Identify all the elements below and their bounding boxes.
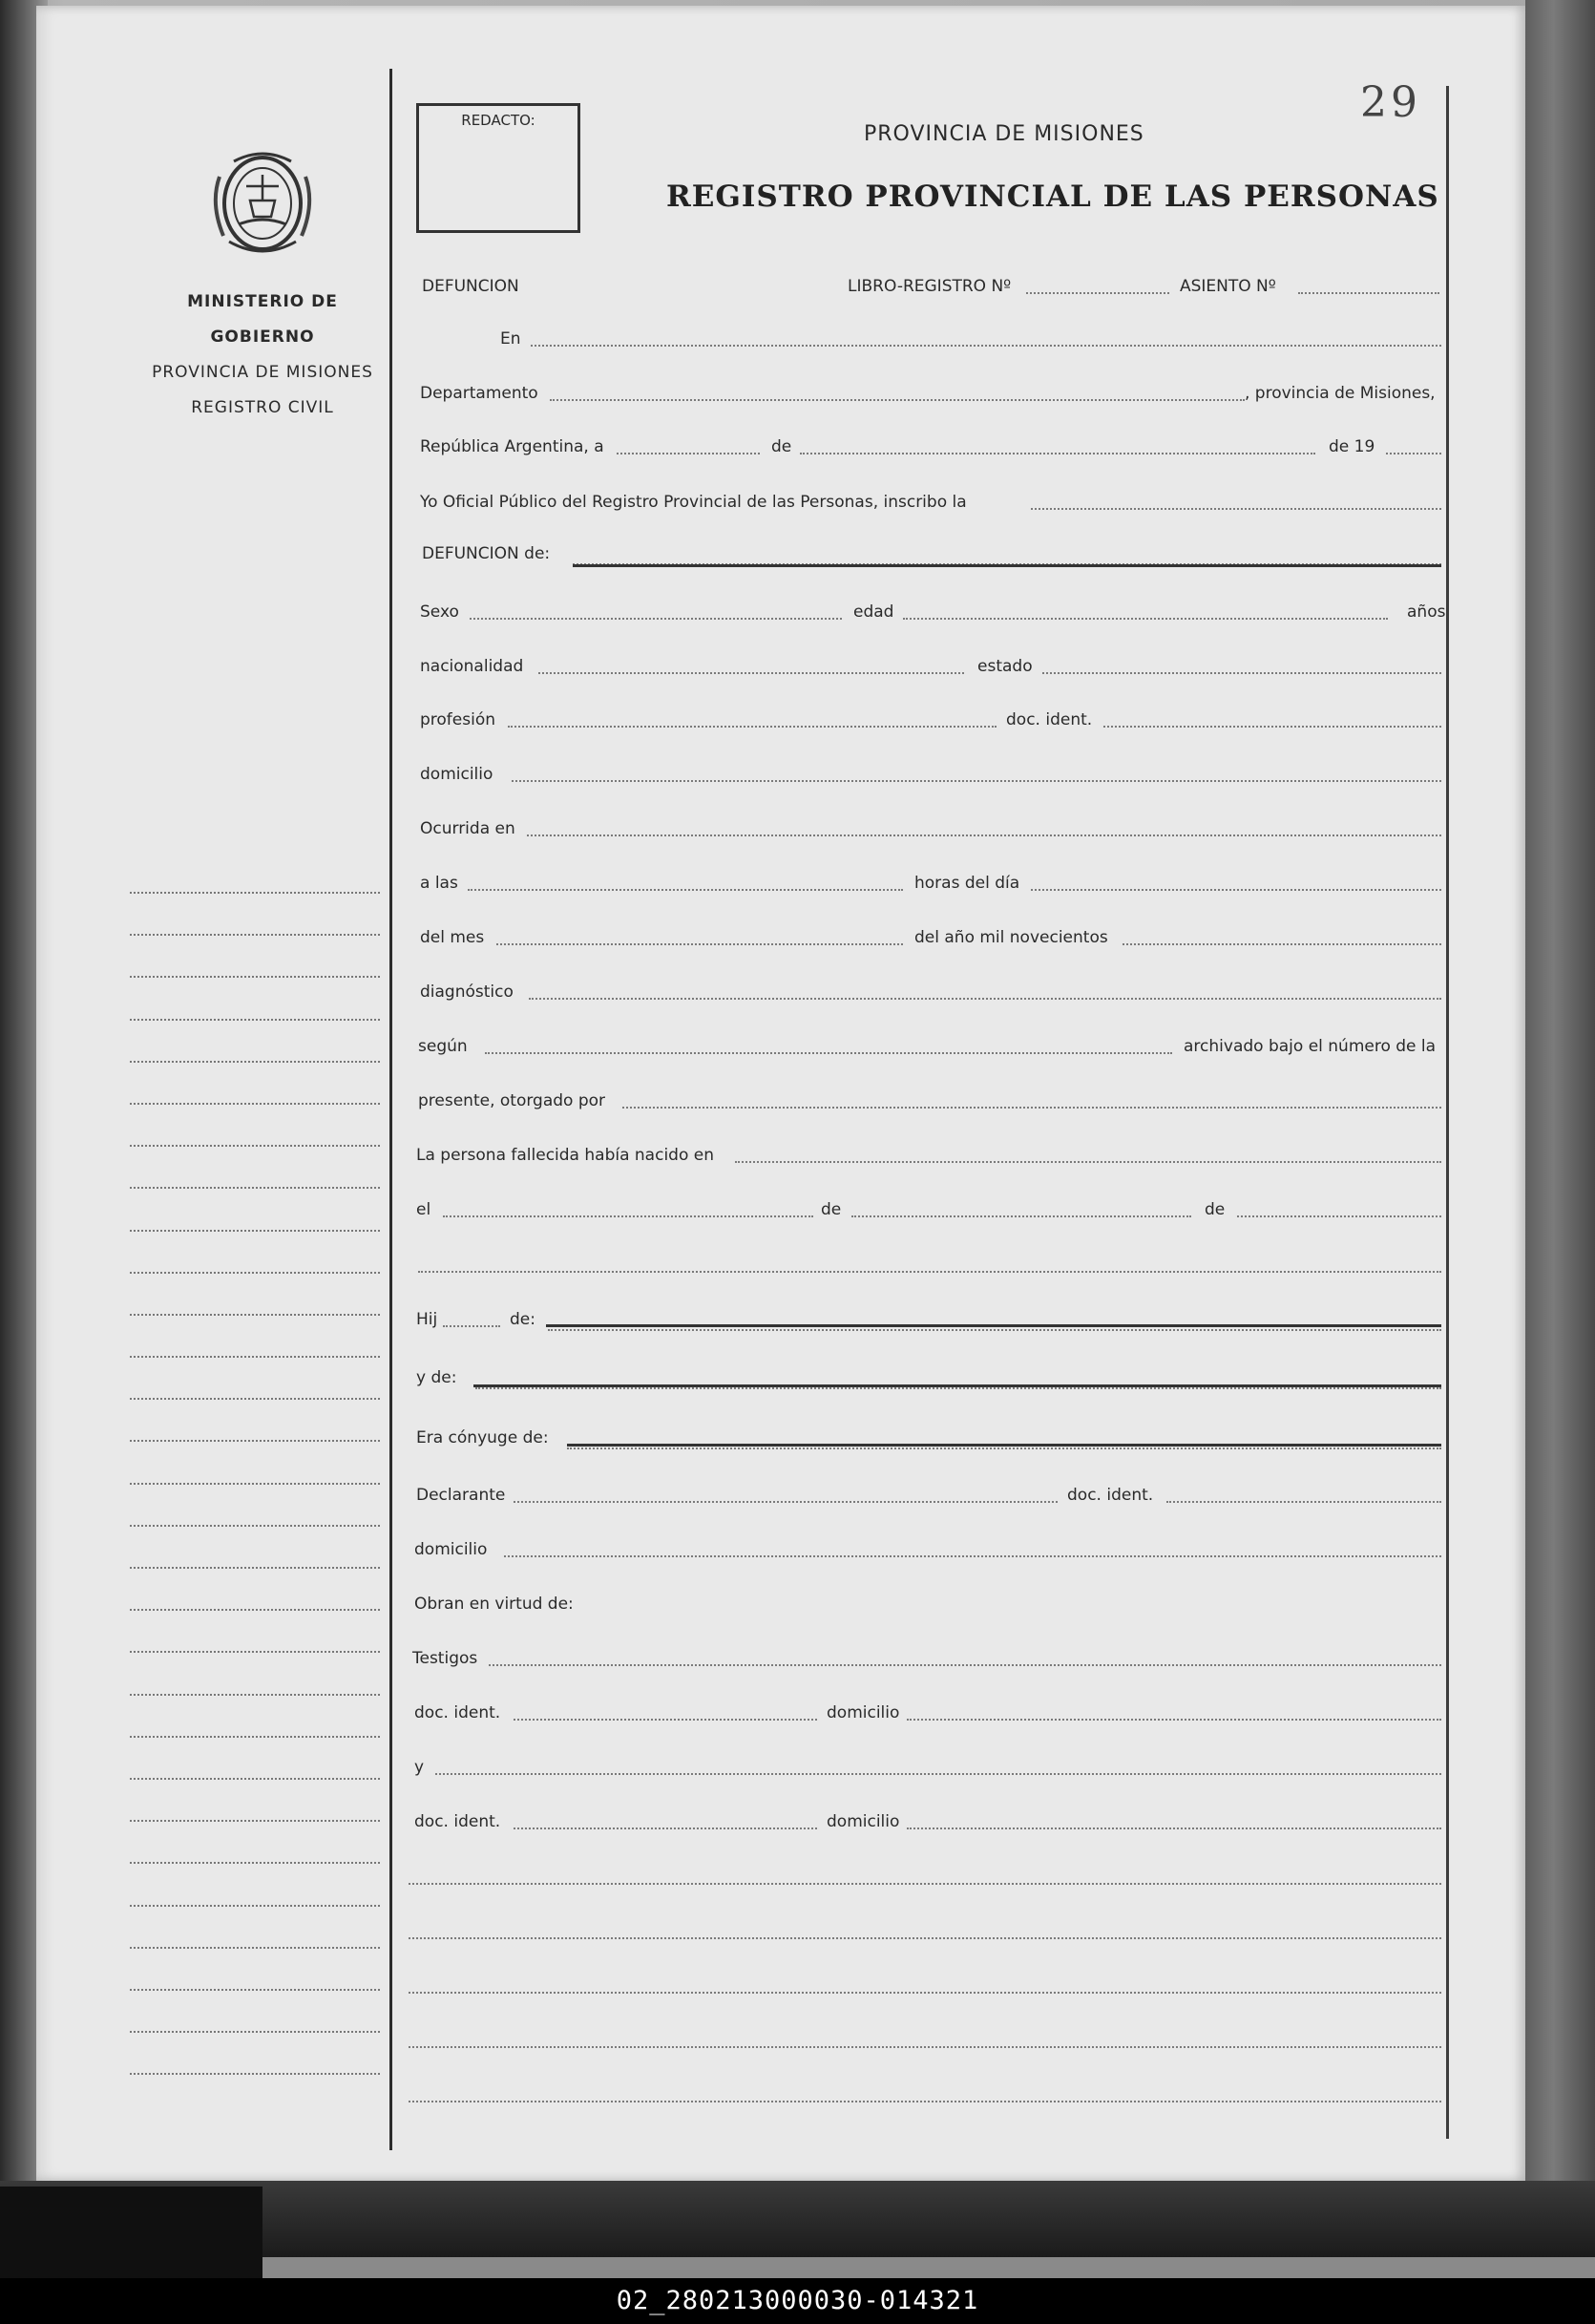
asiento-label: ASIENTO Nº <box>1180 277 1276 296</box>
form-row-blank-3 <box>0 1916 1451 1945</box>
dia-field[interactable] <box>617 453 760 454</box>
declarante-doc-label: doc. ident. <box>1067 1486 1154 1505</box>
edad-label: edad <box>853 602 894 622</box>
form-row-testigo-2-doc <box>0 1806 1451 1835</box>
republica-label: República Argentina, a <box>420 437 604 456</box>
form-row-blank-4 <box>0 1971 1451 1999</box>
testigo-2-domicilio-field[interactable] <box>907 1828 1441 1829</box>
form-row-blank-5 <box>0 2025 1451 2054</box>
provincia-misiones-label: , provincia de Misiones, <box>1245 384 1436 403</box>
testigos-label: Testigos <box>412 1649 478 1668</box>
form-row-conyuge <box>0 1423 1451 1451</box>
madre-field[interactable] <box>475 1387 1441 1389</box>
declarante-domicilio-field[interactable] <box>504 1555 1441 1557</box>
conyuge-underline <box>567 1444 1441 1447</box>
ocurrida-en-field[interactable] <box>527 835 1441 836</box>
form-row-defuncion-de <box>0 539 1451 567</box>
anos-label: años <box>1407 602 1446 622</box>
declarante-domicilio-label: domicilio <box>414 1540 488 1559</box>
margin-note-line[interactable] <box>130 1567 380 1569</box>
margin-note-line[interactable] <box>130 1230 380 1232</box>
margin-note-line[interactable] <box>130 1187 380 1189</box>
nacimiento-de-label-1: de <box>821 1200 842 1219</box>
blank-line-field[interactable] <box>409 1992 1441 1994</box>
form-row-a-las <box>0 868 1451 897</box>
padre-field[interactable] <box>548 1329 1441 1331</box>
horas-del-dia-label: horas del día <box>914 874 1020 893</box>
defuncion-de-label: DEFUNCION de: <box>422 544 551 563</box>
declarante-label: Declarante <box>416 1486 506 1505</box>
el-label: el <box>416 1200 431 1219</box>
form-row-nacionalidad <box>0 651 1451 680</box>
doc-ident-label: doc. ident. <box>1006 710 1093 729</box>
blank-line-field[interactable] <box>418 1271 1441 1273</box>
blank-line-field[interactable] <box>409 2101 1441 2102</box>
archivado-label: archivado bajo el número de la <box>1184 1037 1437 1056</box>
ministry-line-3: REGISTRO CIVIL <box>191 398 334 417</box>
del-mes-label: del mes <box>420 928 485 947</box>
blank-line-field[interactable] <box>409 1883 1441 1885</box>
form-row-hijo <box>0 1304 1451 1333</box>
segun-field[interactable] <box>485 1052 1172 1054</box>
domicilio-field[interactable] <box>512 780 1441 782</box>
libro-field[interactable] <box>1026 292 1169 294</box>
bottom-shadow <box>0 2187 262 2282</box>
form-row-y <box>0 1752 1451 1781</box>
edad-field[interactable] <box>903 618 1388 620</box>
testigo-2-doc-field[interactable] <box>514 1828 817 1829</box>
ministry-line-2: PROVINCIA DE MISIONES <box>152 363 373 382</box>
margin-note-line[interactable] <box>130 1019 380 1021</box>
form-row-header <box>0 271 1451 300</box>
defuncion-label: DEFUNCION <box>422 277 519 296</box>
testigo-1-domicilio-label: domicilio <box>827 1703 900 1722</box>
form-row-blank-2 <box>0 1862 1451 1891</box>
hij-de-label: de: <box>510 1310 535 1329</box>
form-row-segun <box>0 1031 1451 1060</box>
form-row-domicilio <box>0 759 1451 788</box>
era-conyuge-label: Era cónyuge de: <box>416 1428 549 1447</box>
testigo-1-doc-field[interactable] <box>514 1719 817 1721</box>
y-de-label: y de: <box>416 1368 457 1387</box>
form-row-profesion <box>0 705 1451 733</box>
estado-label: estado <box>977 657 1033 676</box>
a-las-field[interactable] <box>468 889 903 891</box>
obran-label: Obran en virtud de: <box>414 1595 574 1614</box>
inscribo-field[interactable] <box>1031 508 1441 510</box>
form-row-testigo-1-doc <box>0 1698 1451 1726</box>
libro-label: LIBRO-REGISTRO Nº <box>848 277 1012 296</box>
form-row-declarante-domicilio <box>0 1534 1451 1563</box>
hij-label: Hij <box>416 1310 438 1329</box>
departamento-field[interactable] <box>550 399 1245 401</box>
profesion-label: profesión <box>420 710 496 729</box>
hij-suffix-field[interactable] <box>443 1325 500 1327</box>
mes-field[interactable] <box>800 453 1315 454</box>
form-row-republica <box>0 432 1451 460</box>
margin-note-line[interactable] <box>130 1947 380 1949</box>
form-row-sexo <box>0 597 1451 625</box>
a-las-label: a las <box>420 874 458 893</box>
de19-label: de 19 <box>1329 437 1375 456</box>
form-row-departamento <box>0 378 1451 407</box>
doc-ident-field[interactable] <box>1103 726 1441 728</box>
margin-note-line[interactable] <box>130 1061 380 1063</box>
form-row-blank-1 <box>0 1250 1451 1278</box>
ano-field[interactable] <box>1386 453 1441 454</box>
testigo-1-field[interactable] <box>489 1664 1441 1666</box>
form-row-en <box>0 324 1451 352</box>
form-row-diagnostico <box>0 977 1451 1005</box>
en-label: En <box>500 329 521 349</box>
registry-title: REGISTRO PROVINCIAL DE LAS PERSONAS <box>666 180 1439 214</box>
profesion-field[interactable] <box>508 726 997 728</box>
margin-note-line[interactable] <box>130 2073 380 2075</box>
del-ano-label: del año mil novecientos <box>914 928 1108 947</box>
form-row-yo-oficial <box>0 487 1451 516</box>
sexo-field[interactable] <box>470 618 842 620</box>
redacto-box[interactable] <box>416 103 580 233</box>
presente-label: presente, otorgado por <box>418 1091 606 1110</box>
del-mes-field[interactable] <box>496 943 903 945</box>
province-title: PROVINCIA DE MISIONES <box>864 122 1144 146</box>
nacimiento-mes-field[interactable] <box>851 1215 1191 1217</box>
ministry-line-1: MINISTERIO DE GOBIERNO <box>187 292 338 347</box>
blank-line-field[interactable] <box>409 2046 1441 2048</box>
horas-del-dia-field[interactable] <box>1031 889 1441 891</box>
nacionalidad-label: nacionalidad <box>420 657 524 676</box>
nacimiento-de-label-2: de <box>1205 1200 1226 1219</box>
testigo-1-domicilio-field[interactable] <box>907 1719 1441 1721</box>
ocurrida-en-label: Ocurrida en <box>420 819 515 838</box>
del-ano-field[interactable] <box>1123 943 1441 945</box>
book-cover-edge <box>1525 0 1595 2196</box>
testigo-2-doc-label: doc. ident. <box>414 1812 501 1831</box>
image-caption: 02_280213000030-014321 <box>0 2278 1595 2324</box>
padre-underline <box>546 1324 1441 1327</box>
nacionalidad-field[interactable] <box>538 672 964 674</box>
margin-note-line[interactable] <box>130 1736 380 1738</box>
form-row-el <box>0 1194 1451 1223</box>
form-row-del-mes <box>0 922 1451 951</box>
declarante-field[interactable] <box>514 1501 1058 1503</box>
form-row-declarante <box>0 1480 1451 1509</box>
domicilio-label: domicilio <box>420 765 493 784</box>
testigo-2-domicilio-label: domicilio <box>827 1812 900 1831</box>
conyuge-field[interactable] <box>567 1447 1441 1449</box>
margin-note-line[interactable] <box>130 1356 380 1358</box>
persona-fallecida-label: La persona fallecida había nacido en <box>416 1146 714 1165</box>
margin-note-line[interactable] <box>130 1525 380 1527</box>
provincial-seal-icon <box>210 148 315 258</box>
redacto-label: REDACTO: <box>461 112 535 129</box>
margin-note-line[interactable] <box>130 1905 380 1907</box>
testigo-1-doc-label: doc. ident. <box>414 1703 501 1722</box>
segun-label: según <box>418 1037 468 1056</box>
diagnostico-field[interactable] <box>529 998 1441 1000</box>
form-row-blank-6 <box>0 2080 1451 2108</box>
de-label: de <box>771 437 792 456</box>
sexo-label: Sexo <box>420 602 459 622</box>
form-row-testigos <box>0 1643 1451 1672</box>
page-number: 29 <box>1360 78 1421 127</box>
form-row-presente <box>0 1086 1451 1114</box>
en-field[interactable] <box>531 345 1441 347</box>
diagnostico-label: diagnóstico <box>420 982 514 1002</box>
nacimiento-dia-field[interactable] <box>443 1215 813 1217</box>
defuncion-de-underline <box>573 564 1441 567</box>
yo-oficial-label: Yo Oficial Público del Registro Provincial de las Personas, inscribo la <box>420 493 967 512</box>
asiento-field[interactable] <box>1298 292 1439 294</box>
nacimiento-ano-field[interactable] <box>1237 1215 1441 1217</box>
testigo-2-field[interactable] <box>435 1773 1441 1775</box>
otorgado-por-field[interactable] <box>622 1107 1441 1109</box>
nacido-en-field[interactable] <box>735 1161 1441 1163</box>
madre-underline <box>473 1384 1441 1387</box>
y-label: y <box>414 1758 425 1777</box>
estado-field[interactable] <box>1042 672 1441 674</box>
margin-note-line[interactable] <box>130 1694 380 1696</box>
form-row-persona-fallecida <box>0 1140 1451 1169</box>
form-row-obran <box>0 1589 1451 1617</box>
departamento-label: Departamento <box>420 384 538 403</box>
declarante-doc-field[interactable] <box>1166 1501 1441 1503</box>
margin-note-line[interactable] <box>130 1398 380 1400</box>
blank-line-field[interactable] <box>409 1937 1441 1939</box>
form-row-ocurrida <box>0 813 1451 842</box>
